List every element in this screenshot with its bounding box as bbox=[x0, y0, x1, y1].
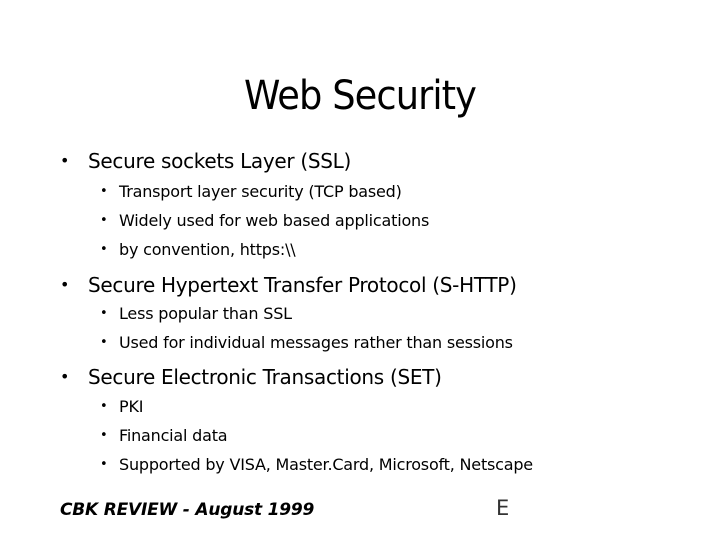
bullet-icon: • bbox=[100, 184, 108, 199]
bullet-icon: • bbox=[100, 428, 108, 443]
sub-bullet-label: by convention, https:\\ bbox=[119, 240, 296, 259]
slide-title: Web Security bbox=[243, 73, 477, 119]
sub-bullet-label: Financial data bbox=[119, 426, 228, 445]
bullet-icon: • bbox=[100, 335, 108, 350]
bullet-icon: • bbox=[60, 151, 70, 170]
bullet-icon: • bbox=[100, 242, 108, 257]
bullet-label: Secure Hypertext Transfer Protocol (S-HTTP) bbox=[88, 273, 517, 297]
bullet-icon: • bbox=[100, 306, 108, 321]
bullet-label: Secure sockets Layer (SSL) bbox=[88, 149, 352, 173]
corner-mark: E bbox=[496, 496, 510, 520]
bullet-icon: • bbox=[100, 213, 108, 228]
bullet-icon: • bbox=[100, 457, 108, 472]
footer-text: CBK REVIEW - August 1999 bbox=[60, 500, 315, 520]
bullet-icon: • bbox=[60, 275, 70, 294]
bullet-icon: • bbox=[100, 399, 108, 414]
bullet-label: Secure Electronic Transactions (SET) bbox=[88, 365, 442, 389]
sub-bullet-label: Used for individual messages rather than sessions bbox=[119, 333, 513, 352]
sub-bullet-label: Less popular than SSL bbox=[119, 304, 292, 323]
sub-bullet-label: Widely used for web based applications bbox=[119, 211, 430, 230]
sub-bullet-label: PKI bbox=[119, 397, 144, 416]
bullet-icon: • bbox=[60, 367, 70, 386]
sub-bullet-label: Transport layer security (TCP based) bbox=[119, 182, 402, 201]
sub-bullet-label: Supported by VISA, Master.Card, Microsoft, Netscape bbox=[119, 455, 533, 474]
